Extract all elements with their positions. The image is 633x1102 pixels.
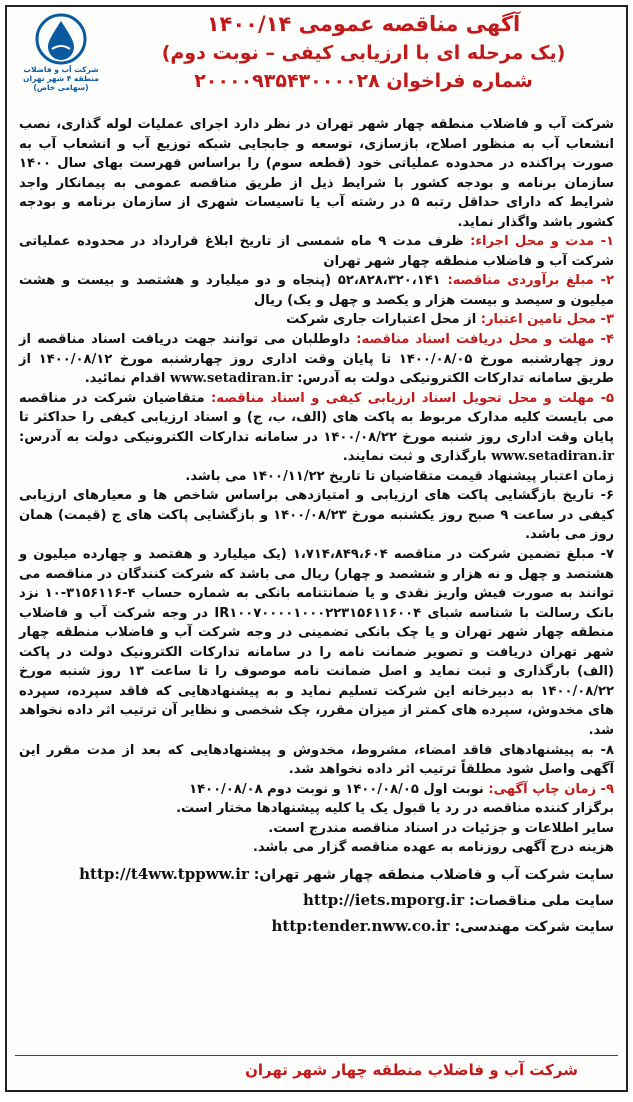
website-row (19, 914, 614, 940)
section-documents-receipt (19, 330, 614, 389)
tender-notice (5, 5, 628, 1092)
notice-footer (15, 1055, 618, 1084)
section-heading: ۱- مدت و محل اجراء: (470, 234, 614, 250)
section-publish-dates (19, 780, 614, 800)
notice-body (19, 115, 614, 940)
notice-subtitle: (یک مرحله ای با ارزیابی کیفی – نوبت دوم) (161, 42, 566, 64)
section-duration (19, 232, 614, 271)
section-text: متقاضیان شرکت در مناقصه می بایست کلیه مدارک مربوط به پاکت های (الف، ب، ج) و اسناد ارزیابی کیفی را حداکثر تا پایان وقت اداری روز شنبه مورخ ۱۴۰۰/۰۸/۲۲ در سامانه تدارکات الکترونیکی دولت به آدرس: (19, 390, 614, 445)
section-heading: ۹- زمان چاپ آگهی: (488, 781, 614, 797)
water-drop-icon (32, 13, 90, 65)
website-row (19, 862, 614, 888)
section-estimate (19, 271, 614, 310)
section-text: ۵۲،۸۲۸،۳۲۰،۱۴۱ (پنجاه و دو میلیارد و هشتصد و بیست و هشت میلیون و سیصد و بیست هزار و یکصد و چهل و یک) ریال (19, 273, 614, 308)
notice-titles (115, 9, 612, 95)
section-text: از محل اعتبارات جاری شرکت (286, 312, 481, 328)
section-text: بارگذاری و ثبت نمایند. (342, 449, 492, 465)
notice-header (7, 7, 626, 115)
call-number: شماره فراخوان ۲۰۰۰۰۹۳۵۴۳۰۰۰۰۲۸ (194, 70, 533, 92)
section-rejection: ۸- به پیشنهادهای فاقد امضاء، مشروط، مخدوش و پیشنهادهایی که بعد از مدت مقرر این آگهی واصل شود مطلقاً ترتیب اثر داده نخواهد شد. (19, 742, 614, 778)
setad-link[interactable]: www.setadiran.ir (169, 371, 293, 387)
section-documents-submission (19, 389, 614, 467)
setad-link[interactable]: www.setadiran.ir (491, 449, 614, 465)
section-funding (19, 310, 614, 330)
section-text: نوبت اول ۱۴۰۰/۰۸/۰۵ و نوبت دوم ۱۴۰۰/۰۸/۰۸ (189, 781, 489, 797)
website-link[interactable]: http://t4ww.tppww.ir (79, 864, 249, 883)
website-list (19, 862, 614, 940)
section-text: اقدام نمائید. (84, 371, 170, 387)
section-heading: ۲- مبلغ برآوردی مناقصه: (447, 273, 614, 289)
section-heading: ۴- مهلت و محل دریافت اسناد مناقصه: (356, 332, 614, 348)
validity-text: زمان اعتبار پیشنهاد قیمت متقاضیان تا تاریخ ۱۴۰۰/۱۱/۲۲ می باشد. (185, 468, 614, 484)
section-heading: ۳- محل تامین اعتبار: (480, 312, 614, 328)
note-line: برگزار کننده مناقصه در رد یا قبول یک یا کلیه پیشنهادها مختار است. (176, 801, 614, 817)
company-logo (15, 13, 107, 92)
section-opening: ۶- تاریخ بازگشایی پاکت های ارزیابی و امتیازدهی براساس شاخص ها و معیارهای ارزیابی کیفی در ساعت ۹ صبح روز یکشنبه مورخ ۱۴۰۰/۰۸/۲۳ و بازگشایی پاکت های ج (قیمت) همان روز می باشد. (19, 488, 614, 543)
website-link[interactable]: http:tender.nww.co.ir (271, 916, 450, 935)
website-label: سایت شرکت مهندسی: (449, 918, 614, 935)
website-row (19, 888, 614, 914)
website-link[interactable]: http://iets.mporg.ir (303, 890, 465, 909)
section-guarantee: ۷- مبلغ تضمین شرکت در مناقصه ۱،۷۱۴،۸۴۹،۶۰۴ (یک میلیارد و هفتصد و چهارده میلیون و هشتصد و چهل و نه هزار و ششصد و چهار) ریال می باشد که شرکت کنندگان در مناقصه می توانند به صورت فیش واریز نقدی و یا ضمانتنامه بانکی به شماره حساب ۴-۳۱۵۶۱۱۶-۱۰ نزد بانک رسالت با شناسه شبای IR۱۰۰۷۰۰۰۰۱۰۰۰۲۲۳۱۵۶۱۱۶۰۰۴ در وجه شرکت آب و فاضلاب منطقه چهار شهر تهران و یا چک بانکی تضمینی در وجه شرکت آب و فاضلاب منطقه چهار شهر تهران دریافت و تصویر ضمانت نامه را در سامانه تدارکات الکترونیک دولت در پاکت (الف) بارگذاری و ثبت نماید و اصل ضمانت نامه موصوف را تا ساعت ۱۳ روز شنبه مورخ ۱۴۰۰/۰۸/۲۲ به دبیرخانه این شرکت تسلیم نماید و به پیشنهادهایی که فاقد سپرده، سپرده های مخدوش، سپرده های کمتر از میزان مقرر، چک شخصی و نظایر آن ترتیب اثر داده نخواهد شد. (19, 547, 614, 738)
company-signature: شرکت آب و فاضلاب منطقه چهار شهر تهران (245, 1061, 578, 1079)
website-label: سایت ملی مناقصات: (464, 892, 614, 909)
note-line: سایر اطلاعات و جزئیات در اسناد مناقصه مندرج است. (268, 820, 614, 836)
intro-paragraph: شرکت آب و فاضلاب منطقه چهار شهر تهران در نظر دارد اجرای عملیات لوله گذاری، نصب انشعاب آب به منظور اصلاح، بازسازی، توسعه و جابجایی شبکه توزیع آب و انشعاب آب به صورت پراکنده در محدوده عملیاتی خود (قطعه سوم) را براساس فهرست بهای سال ۱۴۰۰ سازمان برنامه و بودجه کشور با شرایط ذیل از طریق مناقصه عمومی به پیمانکار واجد شرایط که دارای حداقل رتبه ۵ در رشته آب یا تاسیسات شهری از سازمان برنامه و بودجه کشور باشد واگذار نماید. (19, 117, 614, 230)
note-line: هزینه درج آگهی روزنامه به عهده مناقصه گزار می باشد. (252, 840, 614, 856)
logo-company-text: شرکت آب و فاضلاب منطقه ۴ شهر تهران (سهامی خاص) (23, 65, 99, 92)
website-label: سایت شرکت آب و فاضلاب منطقه چهار شهر تهران: (248, 866, 614, 883)
section-text: ظرف مدت ۹ ماه شمسی از تاریخ ابلاغ قرارداد در محدوده عملیاتی شرکت آب و فاضلاب منطقه چهار شهر تهران (19, 234, 614, 269)
section-heading: ۵- مهلت و محل تحویل اسناد ارزیابی کیفی و اسناد مناقصه: (211, 390, 615, 406)
notice-title: آگهی مناقصه عمومی ۱۴۰۰/۱۴ (206, 12, 521, 36)
section-text: داوطلبان می توانند جهت دریافت اسناد مناقصه از روز چهارشنبه مورخ ۱۴۰۰/۰۸/۰۵ تا پایان وقت اداری روز چهارشنبه مورخ ۱۴۰۰/۰۸/۱۲ از طریق سامانه تدارکات الکترونیکی دولت به آدرس: (19, 332, 614, 387)
